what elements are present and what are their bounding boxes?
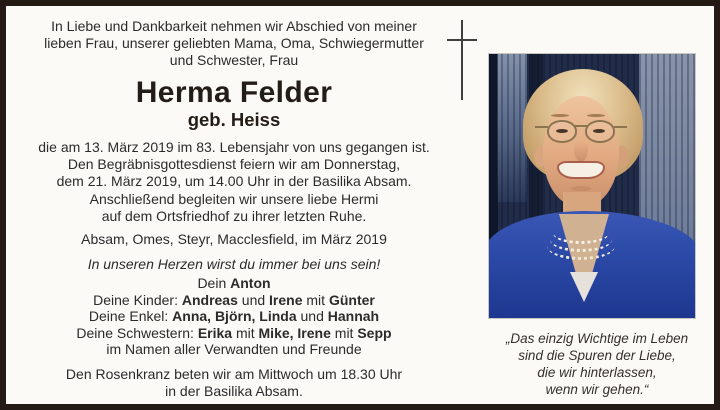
text-segment: mit (302, 291, 329, 308)
family-member-name: Irene (297, 324, 331, 341)
text-line: Anschließend begleiten wir unsere liebe Hermi (89, 190, 379, 207)
cross-vertical-bar (461, 20, 463, 100)
portrait-eye (556, 129, 568, 133)
family-member-name: Irene (269, 291, 303, 308)
pearl-necklace-strand (547, 232, 615, 260)
maiden-name: geb. Heiss (187, 108, 281, 130)
family-member-name: Sepp (357, 324, 392, 341)
family-member-name: Anton (230, 275, 271, 292)
text-line: lieben Frau, unserer geliebten Mama, Oma, Schwiegermutter (44, 35, 424, 52)
portrait-nose (574, 136, 588, 162)
text-segment: Dein (197, 275, 231, 292)
text-line: die am 13. März 2019 im 83. Lebensjahr von uns gegangen ist. (38, 138, 430, 155)
portrait-chin-shadow (571, 186, 591, 191)
family-list (22, 275, 446, 358)
text-segment: mit (232, 324, 259, 341)
text-line: wenn wir gehen.“ (545, 382, 649, 397)
memorial-quote (464, 330, 720, 398)
blouse-inner-garment (570, 272, 598, 302)
text-line: und Schwester, Frau (169, 52, 299, 69)
glasses-temple (535, 126, 548, 128)
portrait-eyebrow (551, 114, 569, 117)
rosary-notice (22, 366, 446, 400)
text-line: „Das einzig Wichtige im Leben (505, 331, 689, 346)
portrait-eye (593, 129, 605, 133)
portrait-eyebrow (587, 114, 605, 117)
text-line: In Liebe und Dankbarkeit nehmen wir Abschied von meiner (51, 18, 417, 34)
glasses-bridge (575, 125, 587, 127)
cross-horizontal-bar (447, 39, 477, 41)
text-line: in der Basilika Absam. (165, 383, 303, 400)
text-line: auf dem Ortsfriedhof zu ihrer letzten Ruhe. (101, 207, 367, 224)
text-line (22, 308, 446, 325)
text-segment: und (237, 291, 270, 308)
text-segment: im Namen aller Verwandten und Freunde (106, 341, 362, 358)
text-segment: Deine Schwestern: (76, 324, 198, 341)
text-line: Den Begräbnisgottesdienst feiern wir am Donnerstag, (67, 156, 401, 173)
family-member-name: Mike, (258, 324, 294, 341)
family-member-name: Günter (328, 291, 375, 308)
family-member-name: Andreas (181, 291, 238, 308)
text-line: die wir hinterlassen, (537, 365, 657, 380)
family-member-name: Hannah (327, 308, 380, 325)
text-line (22, 275, 446, 292)
portrait-photo (488, 53, 696, 319)
intro-text (22, 18, 446, 70)
deceased-name: Herma Felder (135, 75, 333, 109)
text-line: dem 21. März 2019, um 14.00 Uhr in der Basilika Absam. (56, 173, 412, 190)
obituary-text-column (22, 8, 446, 400)
glasses-temple (614, 126, 627, 128)
text-line: Den Rosenkranz beten wir am Mittwoch um 18.30 Uhr (65, 365, 403, 382)
family-member-name: Anna, Björn, Linda (172, 308, 297, 325)
text-segment: Deine Kinder: (93, 291, 182, 308)
text-segment: und (296, 308, 328, 325)
text-line (22, 341, 446, 358)
death-and-service-details (22, 139, 446, 225)
portrait-person (489, 54, 695, 318)
family-member-name: Erika (197, 324, 233, 341)
text-segment: Deine Enkel: (88, 308, 173, 325)
memorial-cross-icon (447, 20, 477, 100)
motto-line: In unseren Herzen wirst du immer bei uns sein! (87, 256, 381, 273)
text-line: sind die Spuren der Liebe, (518, 348, 676, 363)
places-date-line: Absam, Omes, Steyr, Macclesfield, im März 2019 (81, 230, 387, 247)
text-line (22, 325, 446, 342)
text-line (22, 292, 446, 309)
text-segment: mit (330, 324, 358, 341)
portrait-smile (557, 161, 605, 179)
